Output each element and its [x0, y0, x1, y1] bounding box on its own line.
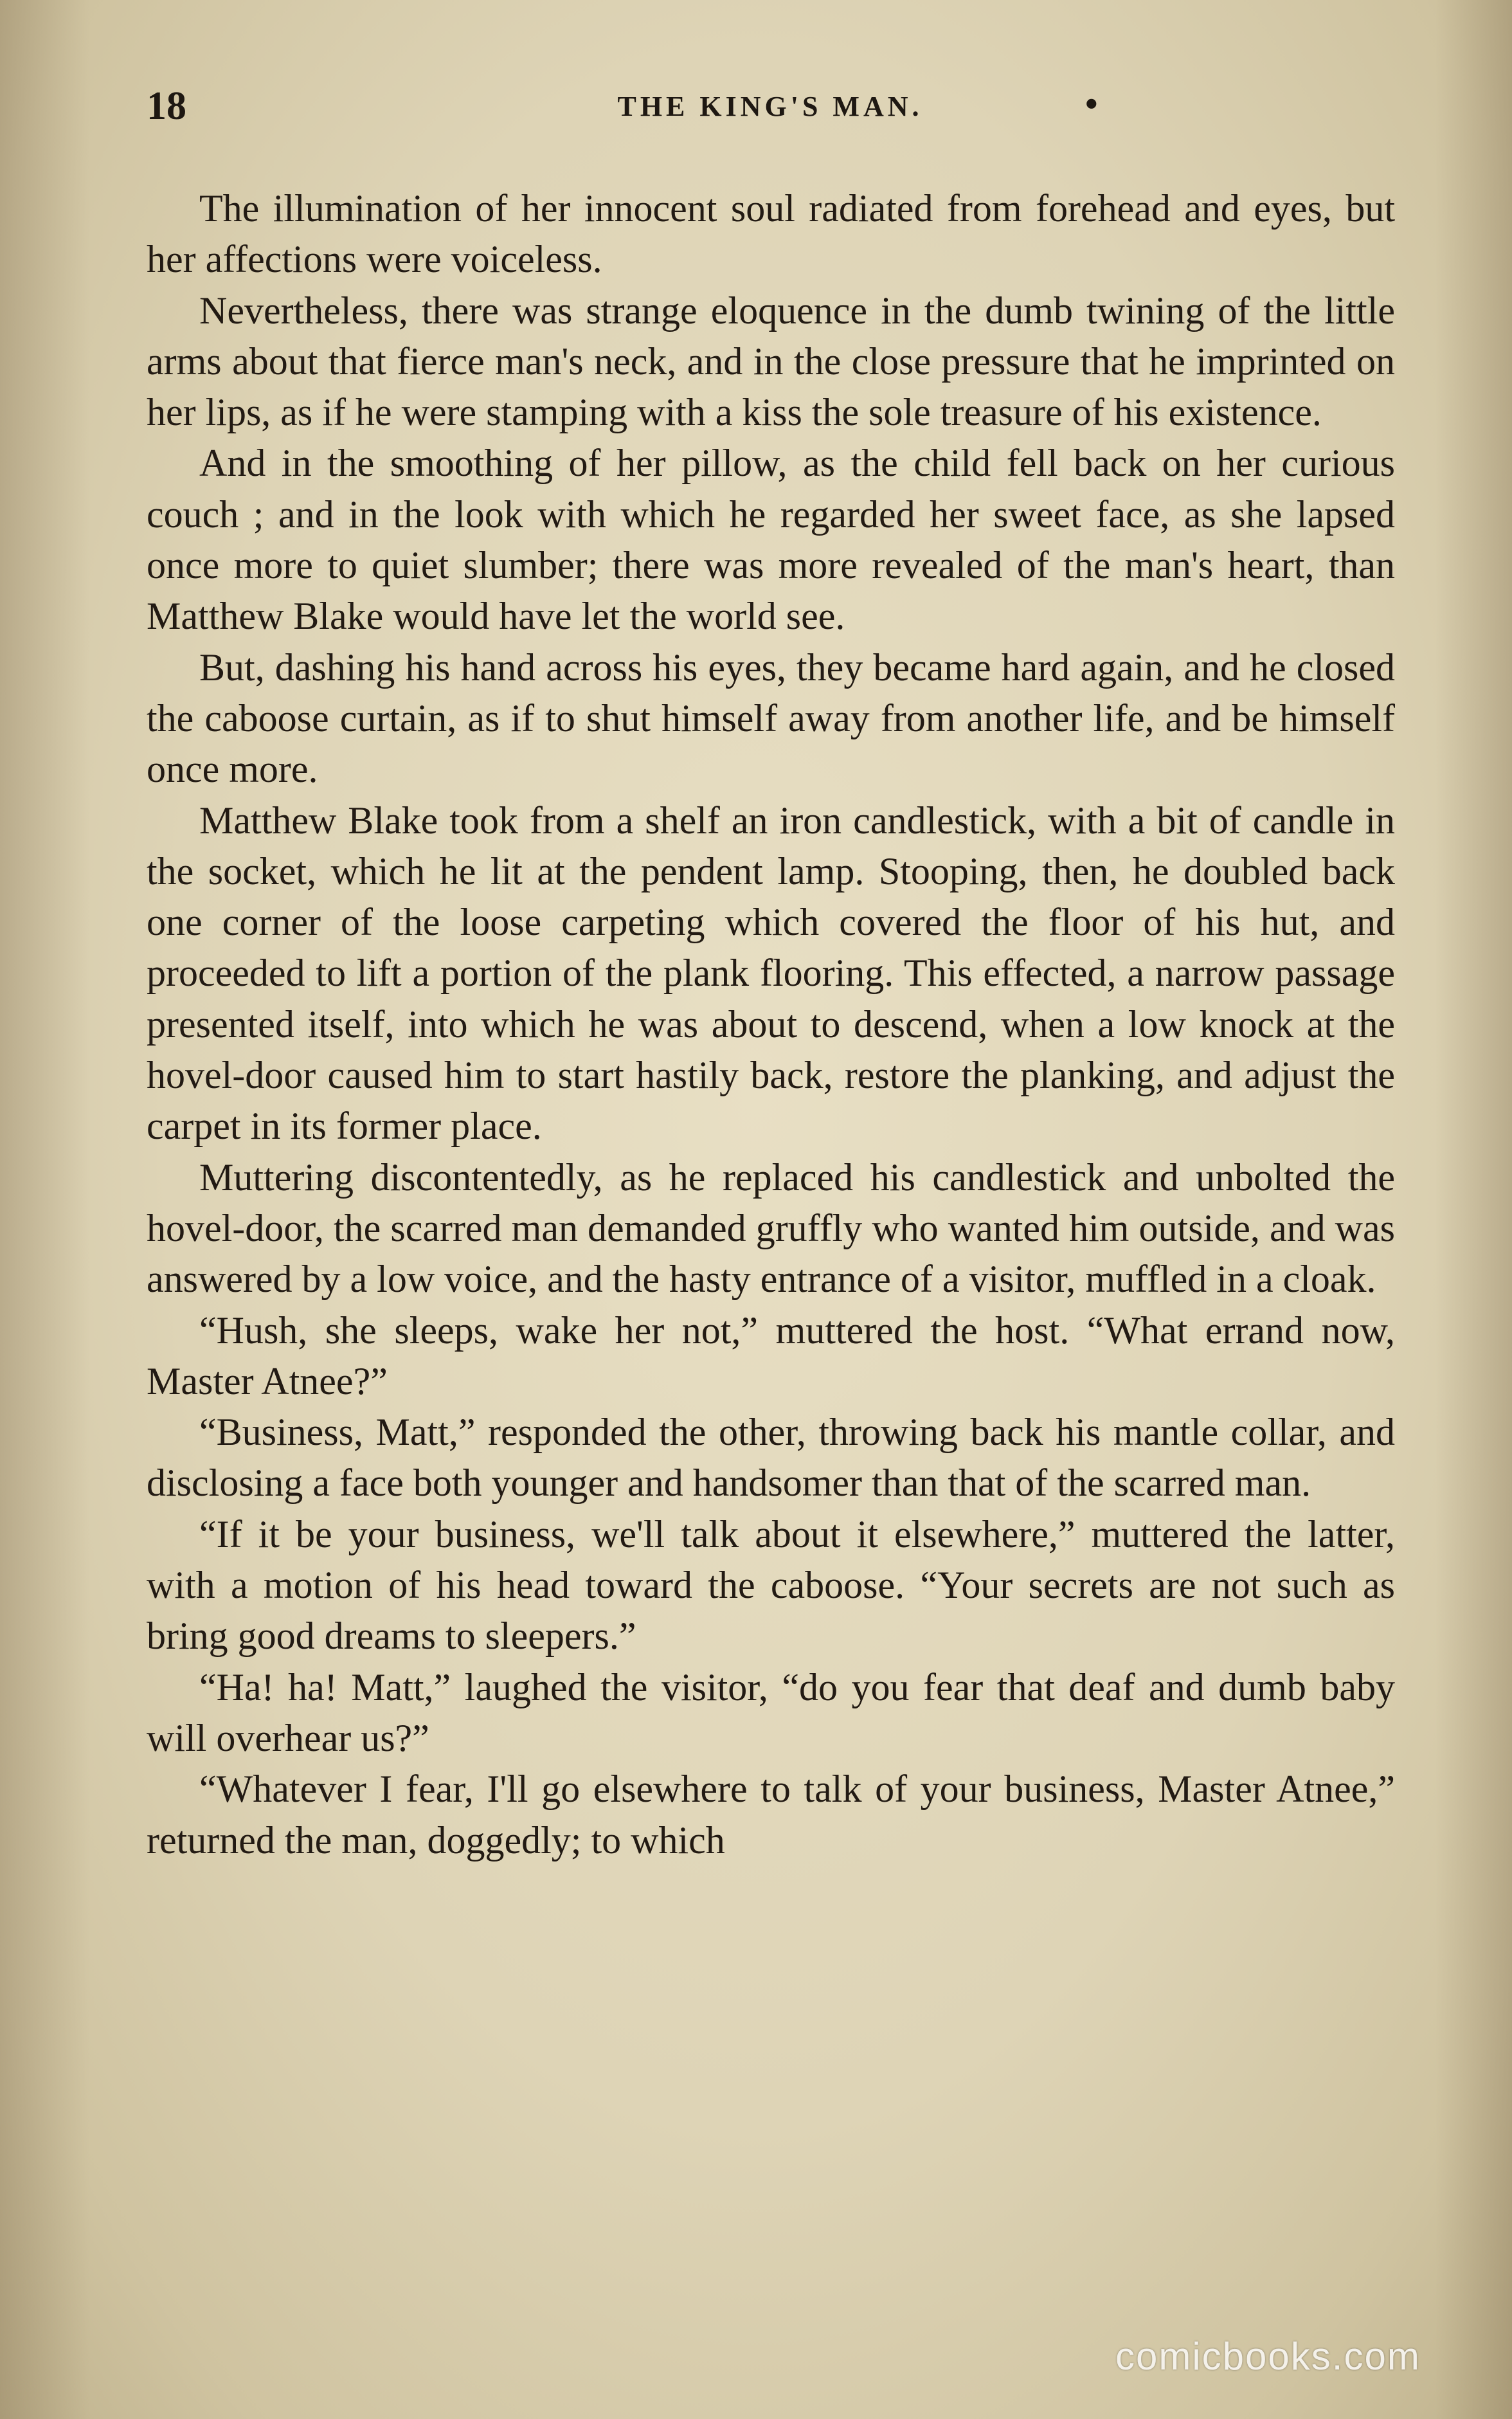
paragraph: And in the smoothing of her pillow, as the child fell back on her curious couch ; and in the look with which he regarded her sweet face, as she lapsed once more to quiet slumber; there was more revealed of the man's heart, than Matthew Blake would have let the world see. — [147, 442, 1395, 638]
page-number: 18 — [147, 84, 186, 128]
spine-shadow — [0, 0, 90, 2419]
body-text — [147, 183, 1395, 1866]
paragraph: Matthew Blake took from a shelf an iron candlestick, with a bit of candle in the socket, which he lit at the pendent lamp. Stooping, then, he doubled back one corner of the loose carpeting which covered the floor of his hut, and proceeded to lift a portion of the plank flooring. This effected, a narrow passage presented itself, into which he was about to descend, when a low knock at the hovel-door caused him to start hastily back, restore the planking, and adjust the carpet in its former place. — [147, 799, 1395, 1148]
paragraph: “Hush, she sleeps, wake her not,” muttered the host. “What errand now, Master Atnee?” — [147, 1309, 1395, 1402]
paragraph: “Business, Matt,” responded the other, throwing back his mantle collar, and disclosing a face both younger and handsomer than that of the scarred man. — [147, 1411, 1395, 1505]
header-ornament: • — [1085, 84, 1098, 124]
paragraph: Nevertheless, there was strange eloquence in the dumb twining of the little arms about that fierce man's neck, and in the close pressure that he imprinted on her lips, as if he were stamping with a kiss the sole treasure of his existence. — [147, 289, 1395, 434]
edge-shadow — [1435, 0, 1512, 2419]
running-title: THE KING'S MAN. — [617, 91, 923, 122]
page-header — [147, 84, 1394, 135]
paragraph: “Ha! ha! Matt,” laughed the visitor, “do you fear that deaf and dumb baby will overhear us?” — [147, 1665, 1395, 1759]
paragraph: “Whatever I fear, I'll go elsewhere to talk of your business, Master Atnee,” returned the man, doggedly; to which — [147, 1768, 1395, 1862]
paragraph: But, dashing his hand across his eyes, they became hard again, and he closed the caboose curtain, as if to shut himself away from another life, and be himself once more. — [147, 646, 1395, 791]
paragraph: “If it be your business, we'll talk about it elsewhere,” muttered the latter, with a motion of his head toward the caboose. “Your secrets are not such as bring good dreams to sleepers.” — [147, 1512, 1395, 1658]
paragraph: Muttering discontentedly, as he replaced his candlestick and unbolted the hovel-door, the scarred man demanded gruffly who wanted him outside, and was answered by a low voice, and the hasty entrance of a visitor, muffled in a cloak. — [147, 1155, 1395, 1301]
watermark: comicbooks.com — [1115, 2335, 1421, 2378]
paragraph: The illumination of her innocent soul radiated from forehead and eyes, but her affections were voiceless. — [147, 187, 1395, 281]
